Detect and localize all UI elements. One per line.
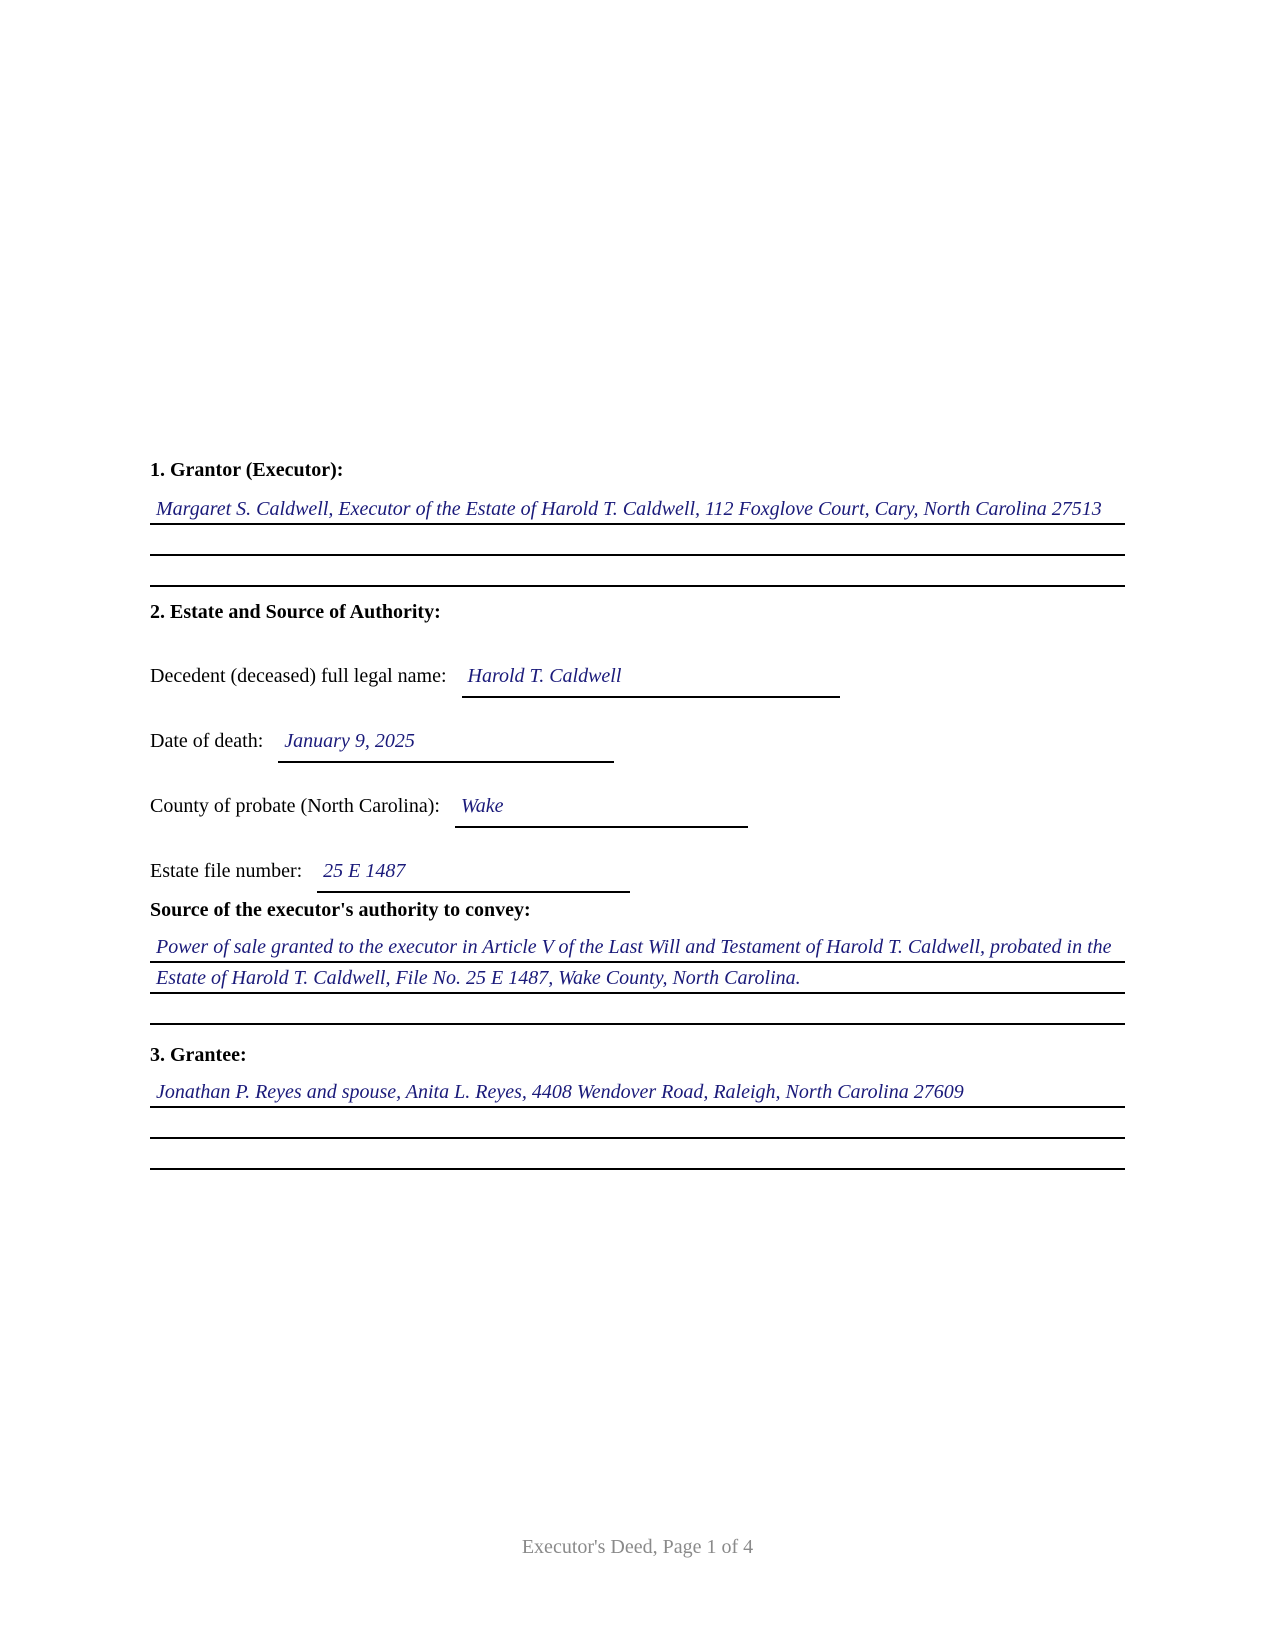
rule-line: [150, 1108, 1125, 1139]
rule-line: [150, 556, 1125, 587]
rule-line: [150, 1139, 1125, 1170]
decedent-label: Decedent (deceased) full legal name:: [150, 665, 447, 687]
authority-value: Power of sale granted to the executor in Article V of the Last Will and Testament of Harold T. Caldwell, probated in the Estate of Harold T. Caldwell, File No. 25 E 1487, Wake County, North Carolina.: [156, 936, 1112, 989]
file-number-field[interactable]: 25 E 1487: [317, 859, 630, 893]
authority-field[interactable]: [150, 932, 1125, 1025]
authority-heading: Source of the executor's authority to convey:: [150, 899, 531, 921]
estate-heading: 2. Estate and Source of Authority:: [150, 601, 441, 623]
decedent-field[interactable]: Harold T. Caldwell: [462, 664, 840, 698]
page-footer: Executor's Deed, Page 1 of 4: [521, 1536, 754, 1558]
grantor-field[interactable]: [150, 494, 1125, 587]
grantee-value: Jonathan P. Reyes and spouse, Anita L. Reyes, 4408 Wendover Road, Raleigh, North Carolina 27609: [156, 1081, 964, 1103]
county-row: [150, 794, 748, 828]
death-date-label: Date of death:: [150, 730, 264, 752]
grantee-heading: 3. Grantee:: [150, 1044, 247, 1066]
death-date-row: [150, 729, 614, 763]
county-label: County of probate (North Carolina):: [150, 795, 440, 817]
file-number-row: [150, 859, 630, 893]
grantor-heading: 1. Grantor (Executor):: [150, 459, 344, 481]
rule-line: [150, 525, 1125, 556]
county-field[interactable]: Wake: [455, 794, 748, 828]
decedent-row: [150, 664, 840, 698]
grantor-value: Margaret S. Caldwell, Executor of the Estate of Harold T. Caldwell, 112 Foxglove Court, Cary, North Carolina 27513: [156, 498, 1102, 520]
file-number-label: Estate file number:: [150, 860, 303, 882]
death-date-field[interactable]: January 9, 2025: [278, 729, 614, 763]
grantee-field[interactable]: [150, 1077, 1125, 1170]
rule-line: [150, 994, 1125, 1025]
